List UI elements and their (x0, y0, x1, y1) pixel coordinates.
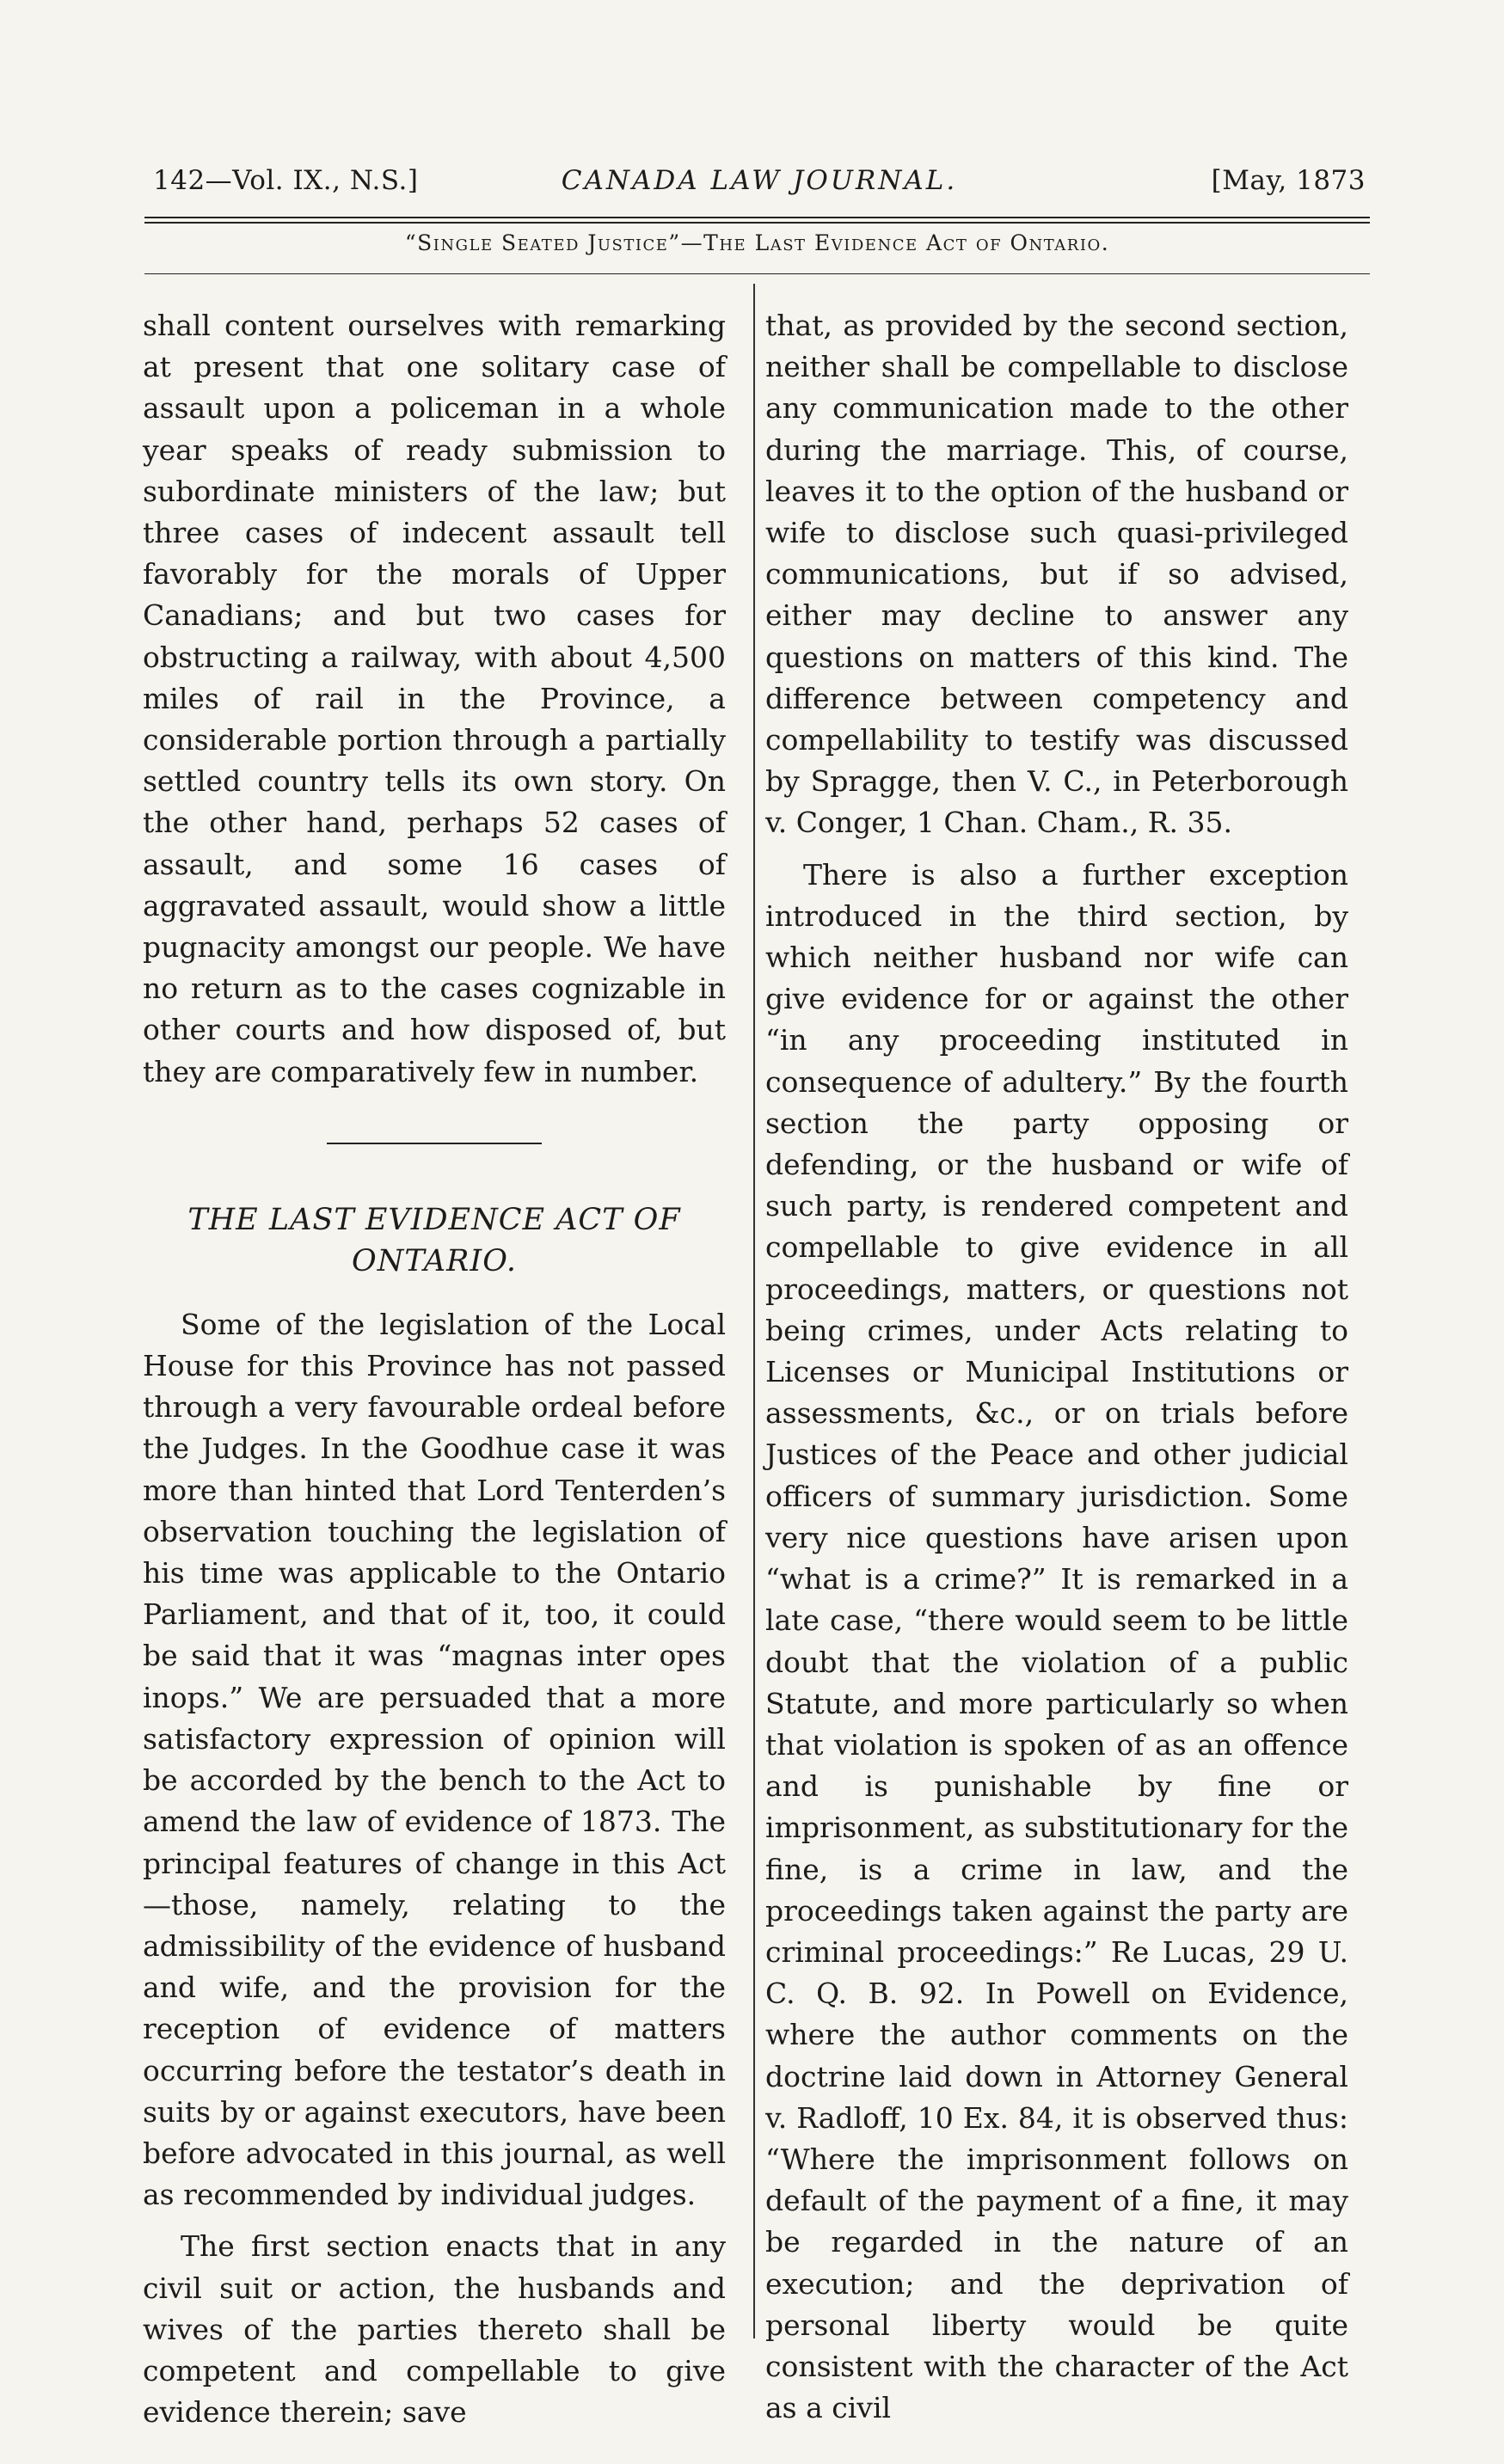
page-number-volume: 142—Vol. IX., N.S.] (153, 165, 419, 196)
article-title: THE LAST EVIDENCE ACT OF ONTARIO. (187, 1202, 681, 1278)
journal-title: CANADA LAW JOURNAL. (561, 165, 958, 196)
body-paragraph: There is also a further exception introduced in the third section, by which neither husband nor wife can give evidence for or against the other “in any proceeding instituted in consequence of adultery.” By the fourth section the party opposing or defending, or the husband or wife of such party, is rendered competent and compellable to give evidence in all proceedings, matters, or questions not being crimes, under Acts relating to Licenses or Municipal Institutions or assessments, &c., or on trials before Justices of the Peace and other judicial officers of summary jurisdiction. Some very nice questions have arisen upon “what is a crime?” It is remarked in a late case, “there would seem to be little doubt that the violation of a public Statute, and more particularly so when that violation is spoken of as an offence and is punishable by fine or imprisonment, as substitutionary for the fine, is a crime in law, and the proceedings taken against the party are criminal proceedings:” Re Lucas, 29 U. C. Q. B. 92. In Powell on Evidence, where the author comments on the doctrine laid down in Attorney General v. Radloff, 10 Ex. 84, it is observed thus: “Where the imprisonment follows on default of the payment of a fine, it may be regarded in the nature of an execution; and the deprivation of personal liberty would be quite consistent with the character of the Act as a civil (765, 857, 1348, 2425)
article-separator-rule (327, 1143, 542, 1144)
body-paragraph: The first section enacts that in any civil suit or action, the husbands and wives of the parties thereto shall be competent and compellable to give evidence therein; save (143, 2229, 726, 2430)
left-column (143, 305, 726, 2433)
running-head (153, 156, 1366, 208)
column-divider (753, 284, 755, 2338)
issue-date: [May, 1873 (1211, 165, 1366, 196)
body-paragraph: Some of the legislation of the Local House for this Province has not passed through a very favourable ordeal before the Judges. In the Goodhue case it was more than hinted that Lord Tenterden’s observation touching the legislation of his time was applicable to the Ontario Parliament, and that of it, too, it could be said that it was “magnas inter opes inops.” We are persuaded that a more satisfactory expression of opinion will be accorded by the bench to the Act to amend the law of evidence of 1873. The principal features of change in this Act—those, namely, relating to the admissibility of the evidence of husband and wife, and the provision for the reception of evidence of matters occurring before the testator’s death in suits by or against executors, have been before advocated in this journal, as well as recommended by individual judges. (143, 1307, 726, 2212)
right-column (765, 305, 1348, 2429)
header-rule-top (144, 217, 1370, 218)
continued-paragraph: that, as provided by the second section, neither shall be compellable to disclose any communication made to the other during the marriage. This, of course, leaves it to the option of the husband or wife to disclose such quasi-privileged communications, but if so advised, either may decline to answer any questions on matters of this kind. The difference between competency and compellability to testify was discussed by Spragge, then V. C., in Peterborough v. Conger, 1 Chan. Cham., R. 35. (765, 309, 1348, 840)
section-title: “Single Seated Justice”—The Last Evidence Act of Ontario. (404, 230, 1110, 255)
header-rule-double (144, 222, 1370, 224)
section-rule (144, 273, 1370, 274)
continued-paragraph: shall content ourselves with remarking at present that one solitary case of assault upon a policeman in a whole year speaks of ready submission to subordinate ministers of the law; but three cases of indecent assault tell favorably for the morals of Upper Canadians; and but two cases for obstructing a railway, with about 4,500 miles of rail in the Province, a considerable portion through a partially settled country tells its own story. On the other hand, perhaps 52 cases of assault, and some 16 cases of aggravated assault, would show a little pugnacity amongst our people. We have no return as to the cases cognizable in other courts and how disposed of, but they are comparatively few in number. (143, 309, 726, 1088)
